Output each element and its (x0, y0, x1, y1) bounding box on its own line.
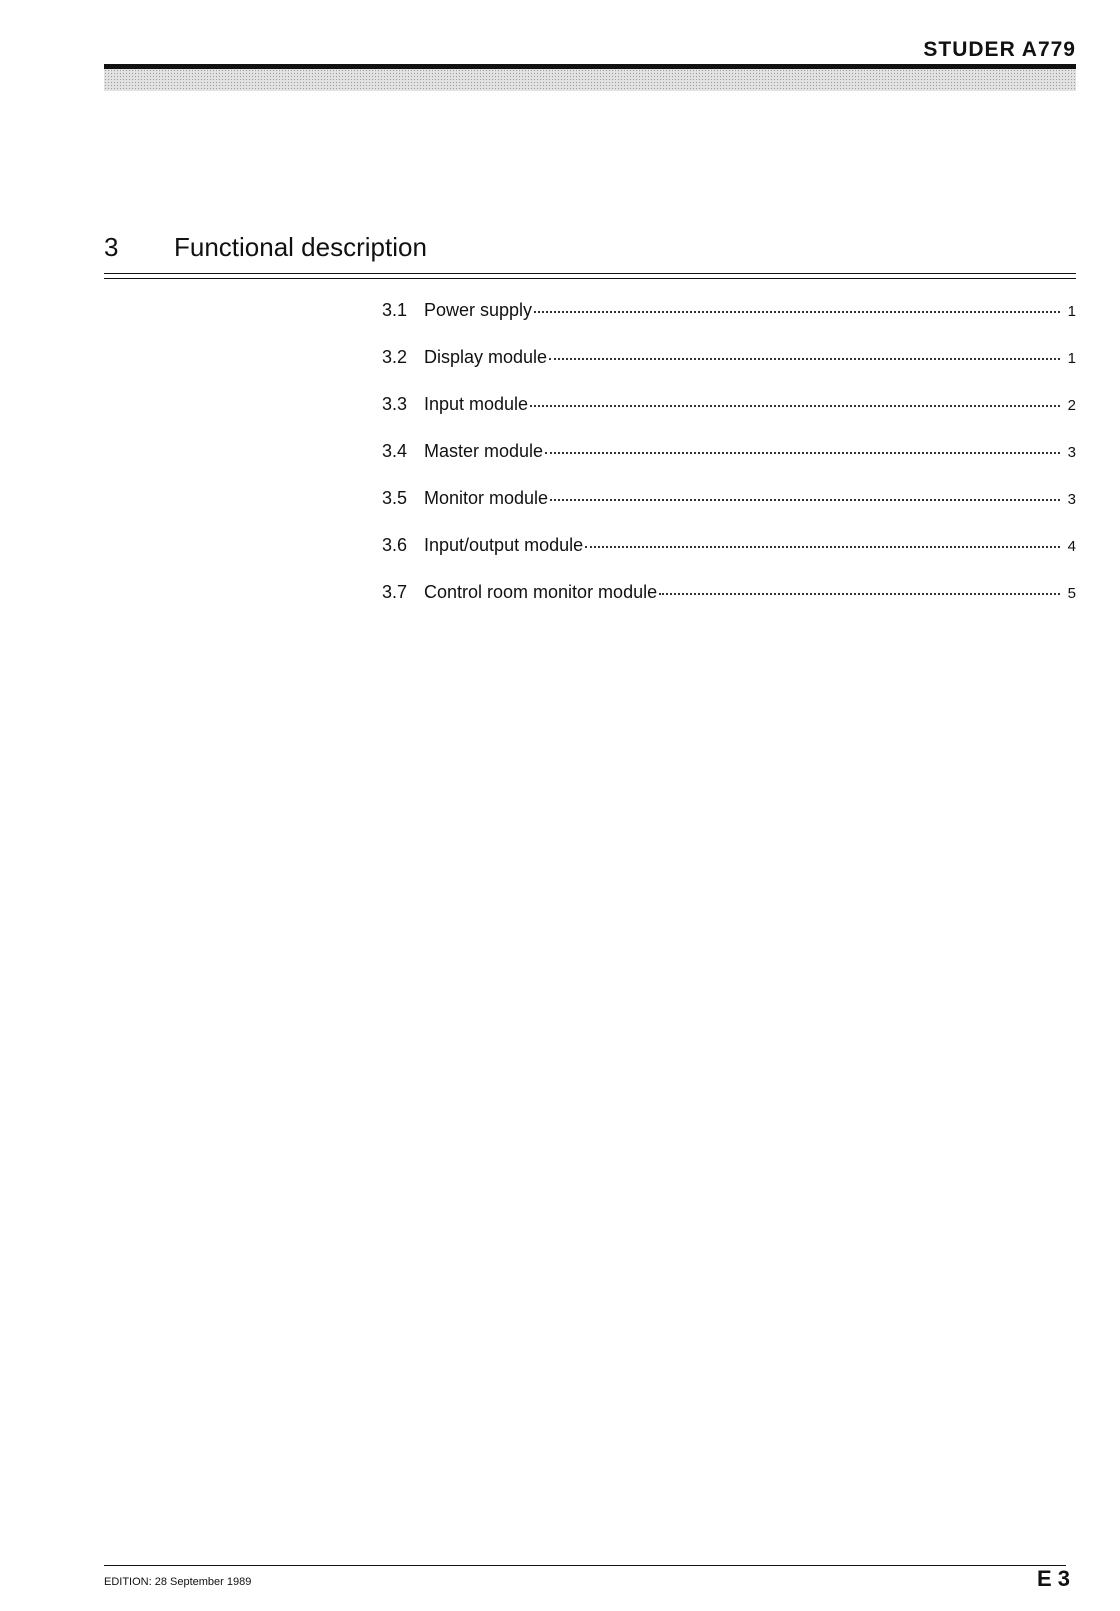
footer-edition: EDITION: 28 September 1989 (104, 1576, 252, 1588)
toc-entry[interactable] (382, 300, 1076, 347)
toc-number: 3.1 (382, 300, 408, 320)
toc-number: 3.3 (382, 394, 408, 414)
toc-number: 3.7 (382, 582, 408, 602)
toc-leader (659, 593, 1060, 595)
footer-rule (104, 1565, 1066, 1566)
toc-page: 3 (1067, 444, 1076, 461)
toc-entry[interactable] (382, 347, 1076, 394)
header-brand: STUDER A779 (923, 38, 1076, 61)
toc-page: 3 (1067, 491, 1076, 508)
toc-leader (549, 358, 1060, 360)
toc-page: 1 (1067, 303, 1076, 320)
toc-leader (530, 405, 1060, 407)
toc-entry[interactable] (382, 535, 1076, 582)
toc-title: Control room monitor module (424, 582, 658, 602)
toc-leader (534, 311, 1060, 313)
toc-leader (550, 499, 1060, 501)
toc-number: 3.4 (382, 441, 408, 461)
toc-number: 3.5 (382, 488, 408, 508)
toc-number: 3.6 (382, 535, 408, 555)
footer-page-number: E 3 (1036, 1566, 1070, 1591)
toc-title: Display module (424, 347, 548, 367)
toc-page: 1 (1067, 350, 1076, 367)
toc-entry[interactable] (382, 394, 1076, 441)
toc-title: Master module (424, 441, 544, 461)
toc-page: 5 (1067, 585, 1076, 602)
chapter-rule-secondary (104, 278, 1076, 279)
toc-page: 2 (1067, 397, 1076, 414)
toc-title: Power supply (424, 300, 533, 320)
toc-leader (585, 546, 1060, 548)
toc-entry[interactable] (382, 488, 1076, 535)
chapter-title: Functional description (174, 232, 427, 262)
toc-page: 4 (1067, 538, 1076, 555)
toc-leader (545, 452, 1060, 454)
toc-title: Input/output module (424, 535, 584, 555)
chapter-rule (104, 273, 1076, 274)
header-stipple-band (104, 69, 1076, 91)
table-of-contents (382, 300, 1076, 629)
chapter-number: 3 (104, 232, 119, 262)
toc-entry[interactable] (382, 441, 1076, 488)
toc-number: 3.2 (382, 347, 408, 367)
toc-entry[interactable] (382, 582, 1076, 629)
toc-title: Input module (424, 394, 529, 414)
toc-title: Monitor module (424, 488, 549, 508)
